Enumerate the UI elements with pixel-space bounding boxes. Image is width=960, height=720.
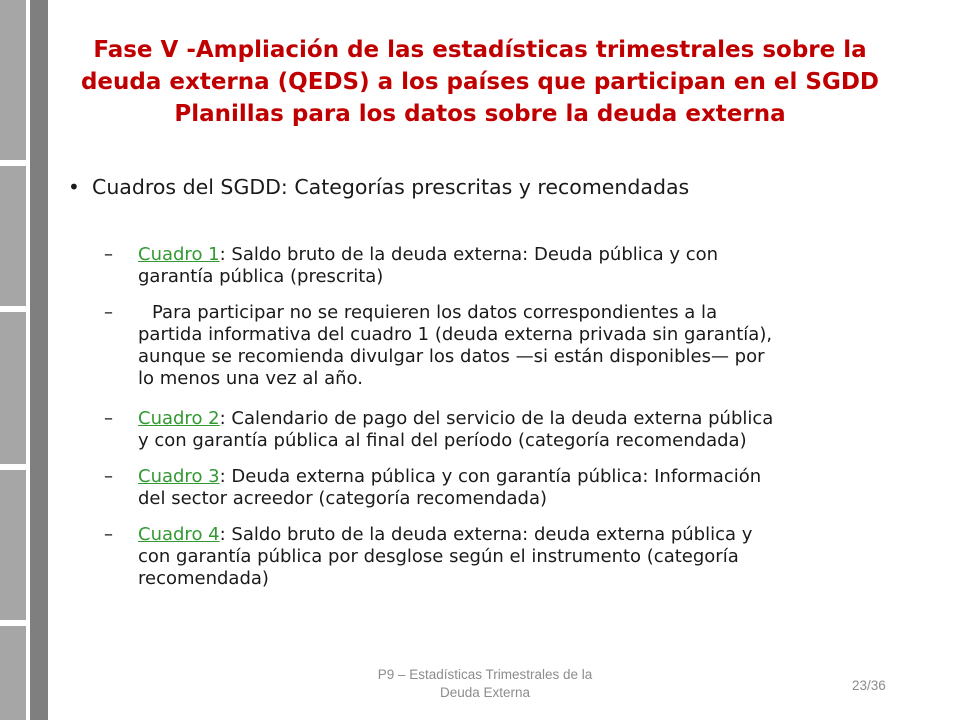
slide-title <box>60 34 900 130</box>
title-line-3: Planillas para los datos sobre la deuda externa <box>174 101 786 127</box>
sub-item-note: – Para participar no se requieren los datos correspondientes a la partida informativa del cuadro 1 (deuda externa privada sin garantía), aunque se recomienda divulgar los datos —si están disponibles— por lo menos una vez al año. <box>104 302 773 389</box>
cuadro-4-link[interactable]: Cuadro 4 <box>138 524 220 545</box>
cuadro-1-link[interactable]: Cuadro 1 <box>138 244 220 265</box>
sub-item-cuadro-2: – Cuadro 2: Calendario de pago del servicio de la deuda externa pública y con garantía pública al final del período (categoría recomendada) <box>104 408 774 451</box>
sub-item-cuadro-4: – Cuadro 4: Saldo bruto de la deuda externa: deuda externa pública y con garantía pública por desglose según el instrumento (categoría recomendada) <box>104 524 753 589</box>
dash-icon: – <box>104 244 113 265</box>
band-segment <box>0 166 26 306</box>
dash-icon: – <box>104 466 113 487</box>
sub-item-cuadro-3: – Cuadro 3: Deuda externa pública y con garantía pública: Información del sector acreedor (categoría recomendada) <box>104 466 762 509</box>
bullet-dot-icon: • <box>68 175 80 199</box>
footer-line-1: P9 – Estadísticas Trimestrales de la <box>377 667 593 682</box>
band-segment <box>0 626 26 720</box>
cuadro-2-link[interactable]: Cuadro 2 <box>138 408 220 429</box>
title-line-1: Fase V -Ampliación de las estadísticas trimestrales sobre la <box>93 37 867 63</box>
footer-line-2: Deuda Externa <box>439 685 531 700</box>
dash-icon: – <box>104 408 113 429</box>
page-number: 23/36 <box>852 678 886 693</box>
slide-footer <box>340 666 630 702</box>
main-bullet <box>68 172 912 202</box>
sub-item-cuadro-1: – Cuadro 1: Saldo bruto de la deuda externa: Deuda pública y con garantía pública (prescrita) <box>104 244 719 287</box>
band-segment <box>0 312 26 464</box>
band-segment <box>0 0 26 160</box>
dash-icon: – <box>104 302 113 323</box>
main-bullet-text: Cuadros del SGDD: Categorías prescritas y recomendadas <box>92 175 690 199</box>
band-segment <box>0 470 26 620</box>
band-stripe <box>30 0 48 720</box>
cuadro-3-link[interactable]: Cuadro 3 <box>138 466 220 487</box>
left-decorative-band <box>0 0 48 720</box>
dash-icon: – <box>104 524 113 545</box>
title-line-2: deuda externa (QEDS) a los países que participan en el SGDD <box>80 69 880 95</box>
